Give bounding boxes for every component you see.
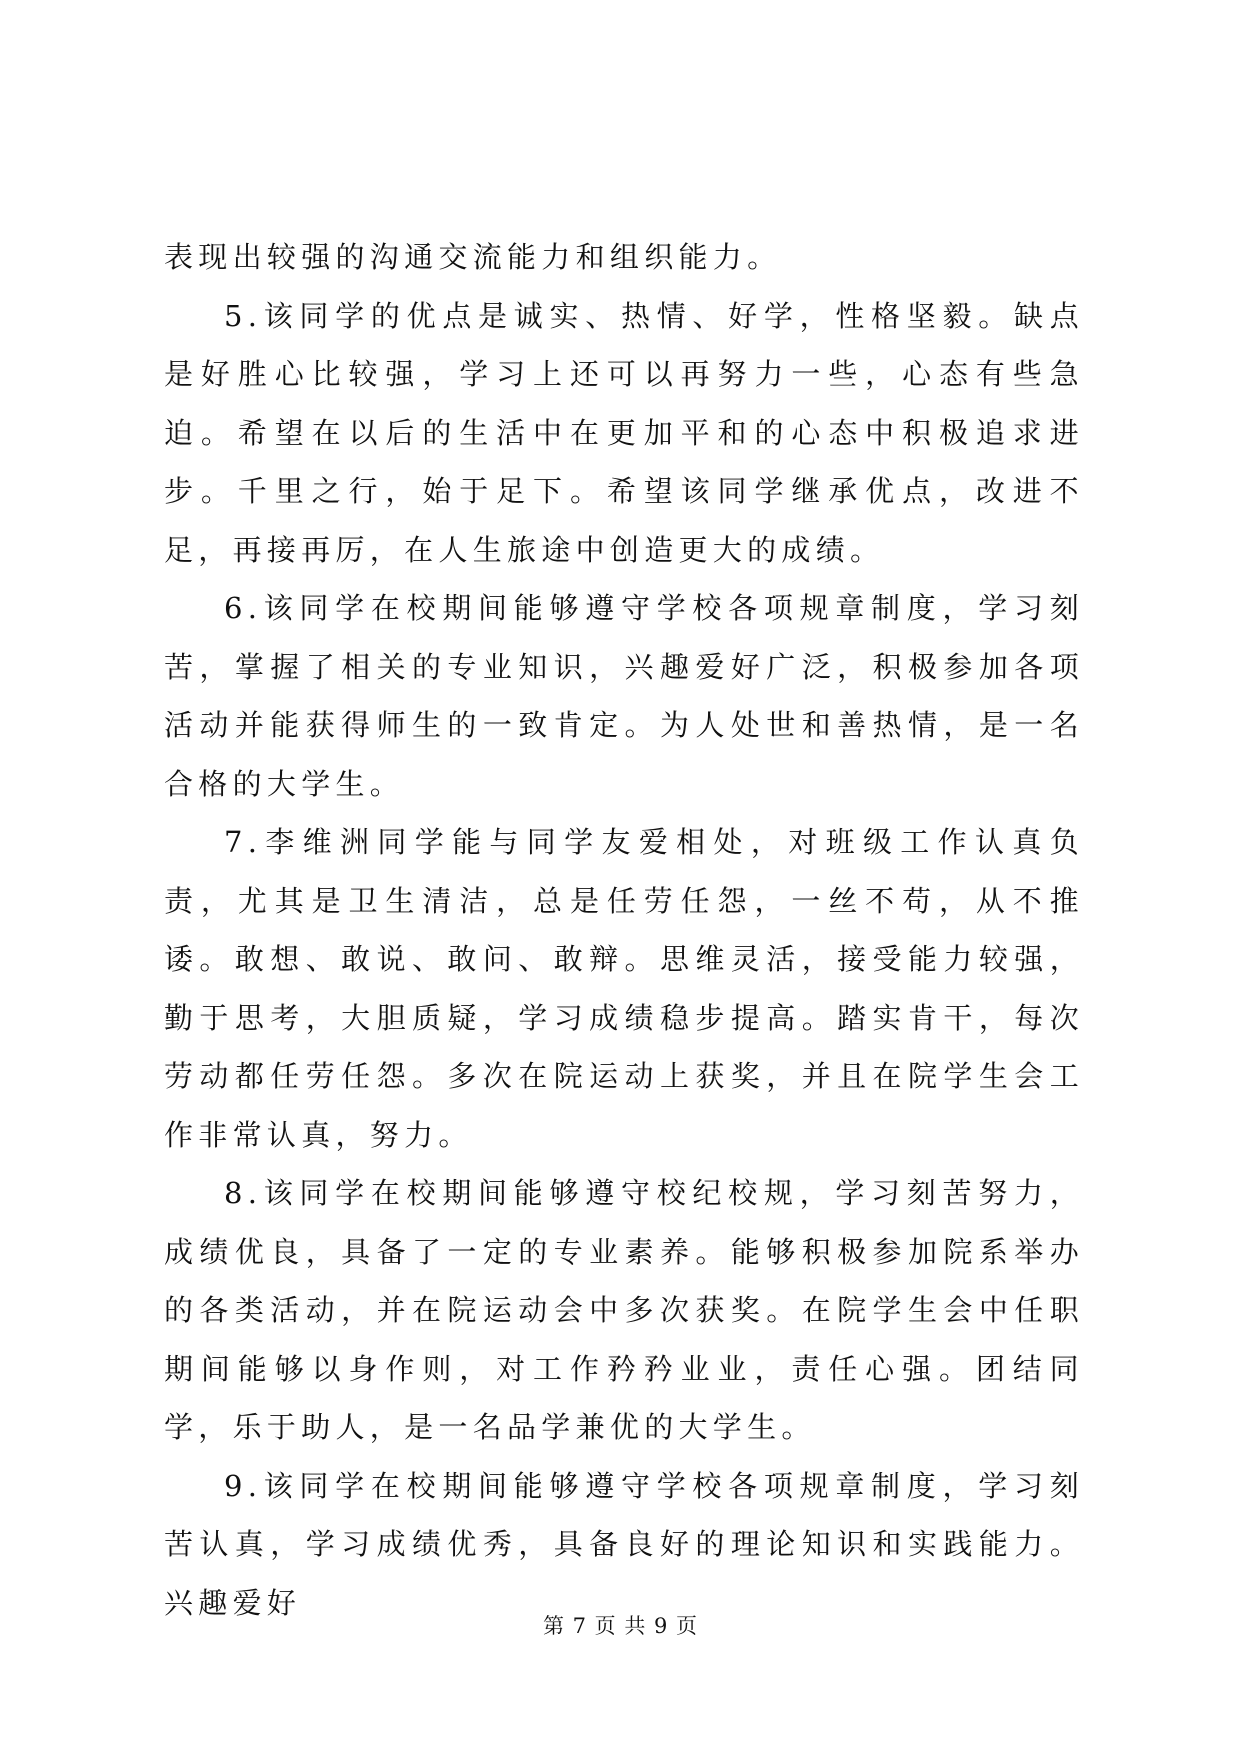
paragraph-item-9: 9.该同学在校期间能够遵守学校各项规章制度，学习刻苦认真，学习成绩优秀，具备良好的理论知识和实践能力。兴趣爱好 — [164, 1468, 1084, 1620]
page-number-footer: 第 7 页 共 9 页 — [542, 1614, 699, 1638]
document-body — [164, 228, 1084, 1632]
paragraph-continuation: 表现出较强的沟通交流能力和组织能力。 — [164, 240, 782, 274]
paragraph-item-6: 6.该同学在校期间能够遵守学校各项规章制度，学习刻苦，掌握了相关的专业知识，兴趣爱好广泛，积极参加各项活动并能获得师生的一致肯定。为人处世和善热情，是一名合格的大学生。 — [164, 591, 1084, 801]
paragraph-item-8: 8.该同学在校期间能够遵守校纪校规，学习刻苦努力，成绩优良，具备了一定的专业素养。能够积极参加院系举办的各类活动，并在院运动会中多次获奖。在院学生会中任职期间能够以身作则，对工作矜矜业业，责任心强。团结同学，乐于助人，是一名品学兼优的大学生。 — [164, 1176, 1084, 1444]
paragraph-item-7: 7.李维洲同学能与同学友爱相处，对班级工作认真负责，尤其是卫生清洁，总是任劳任怨，一丝不苟，从不推诿。敢想、敢说、敢问、敢辩。思维灵活，接受能力较强，勤于思考，大胆质疑，学习成绩稳步提高。踏实肯干，每次劳动都任劳任怨。多次在院运动上获奖，并且在院学生会工作非常认真，努力。 — [164, 825, 1084, 1152]
paragraph-item-5: 5.该同学的优点是诚实、热情、好学，性格坚毅。缺点是好胜心比较强，学习上还可以再努力一些，心态有些急迫。希望在以后的生活中在更加平和的心态中积极追求进步。千里之行，始于足下。希望该同学继承优点，改进不足，再接再厉，在人生旅途中创造更大的成绩。 — [164, 298, 1084, 567]
